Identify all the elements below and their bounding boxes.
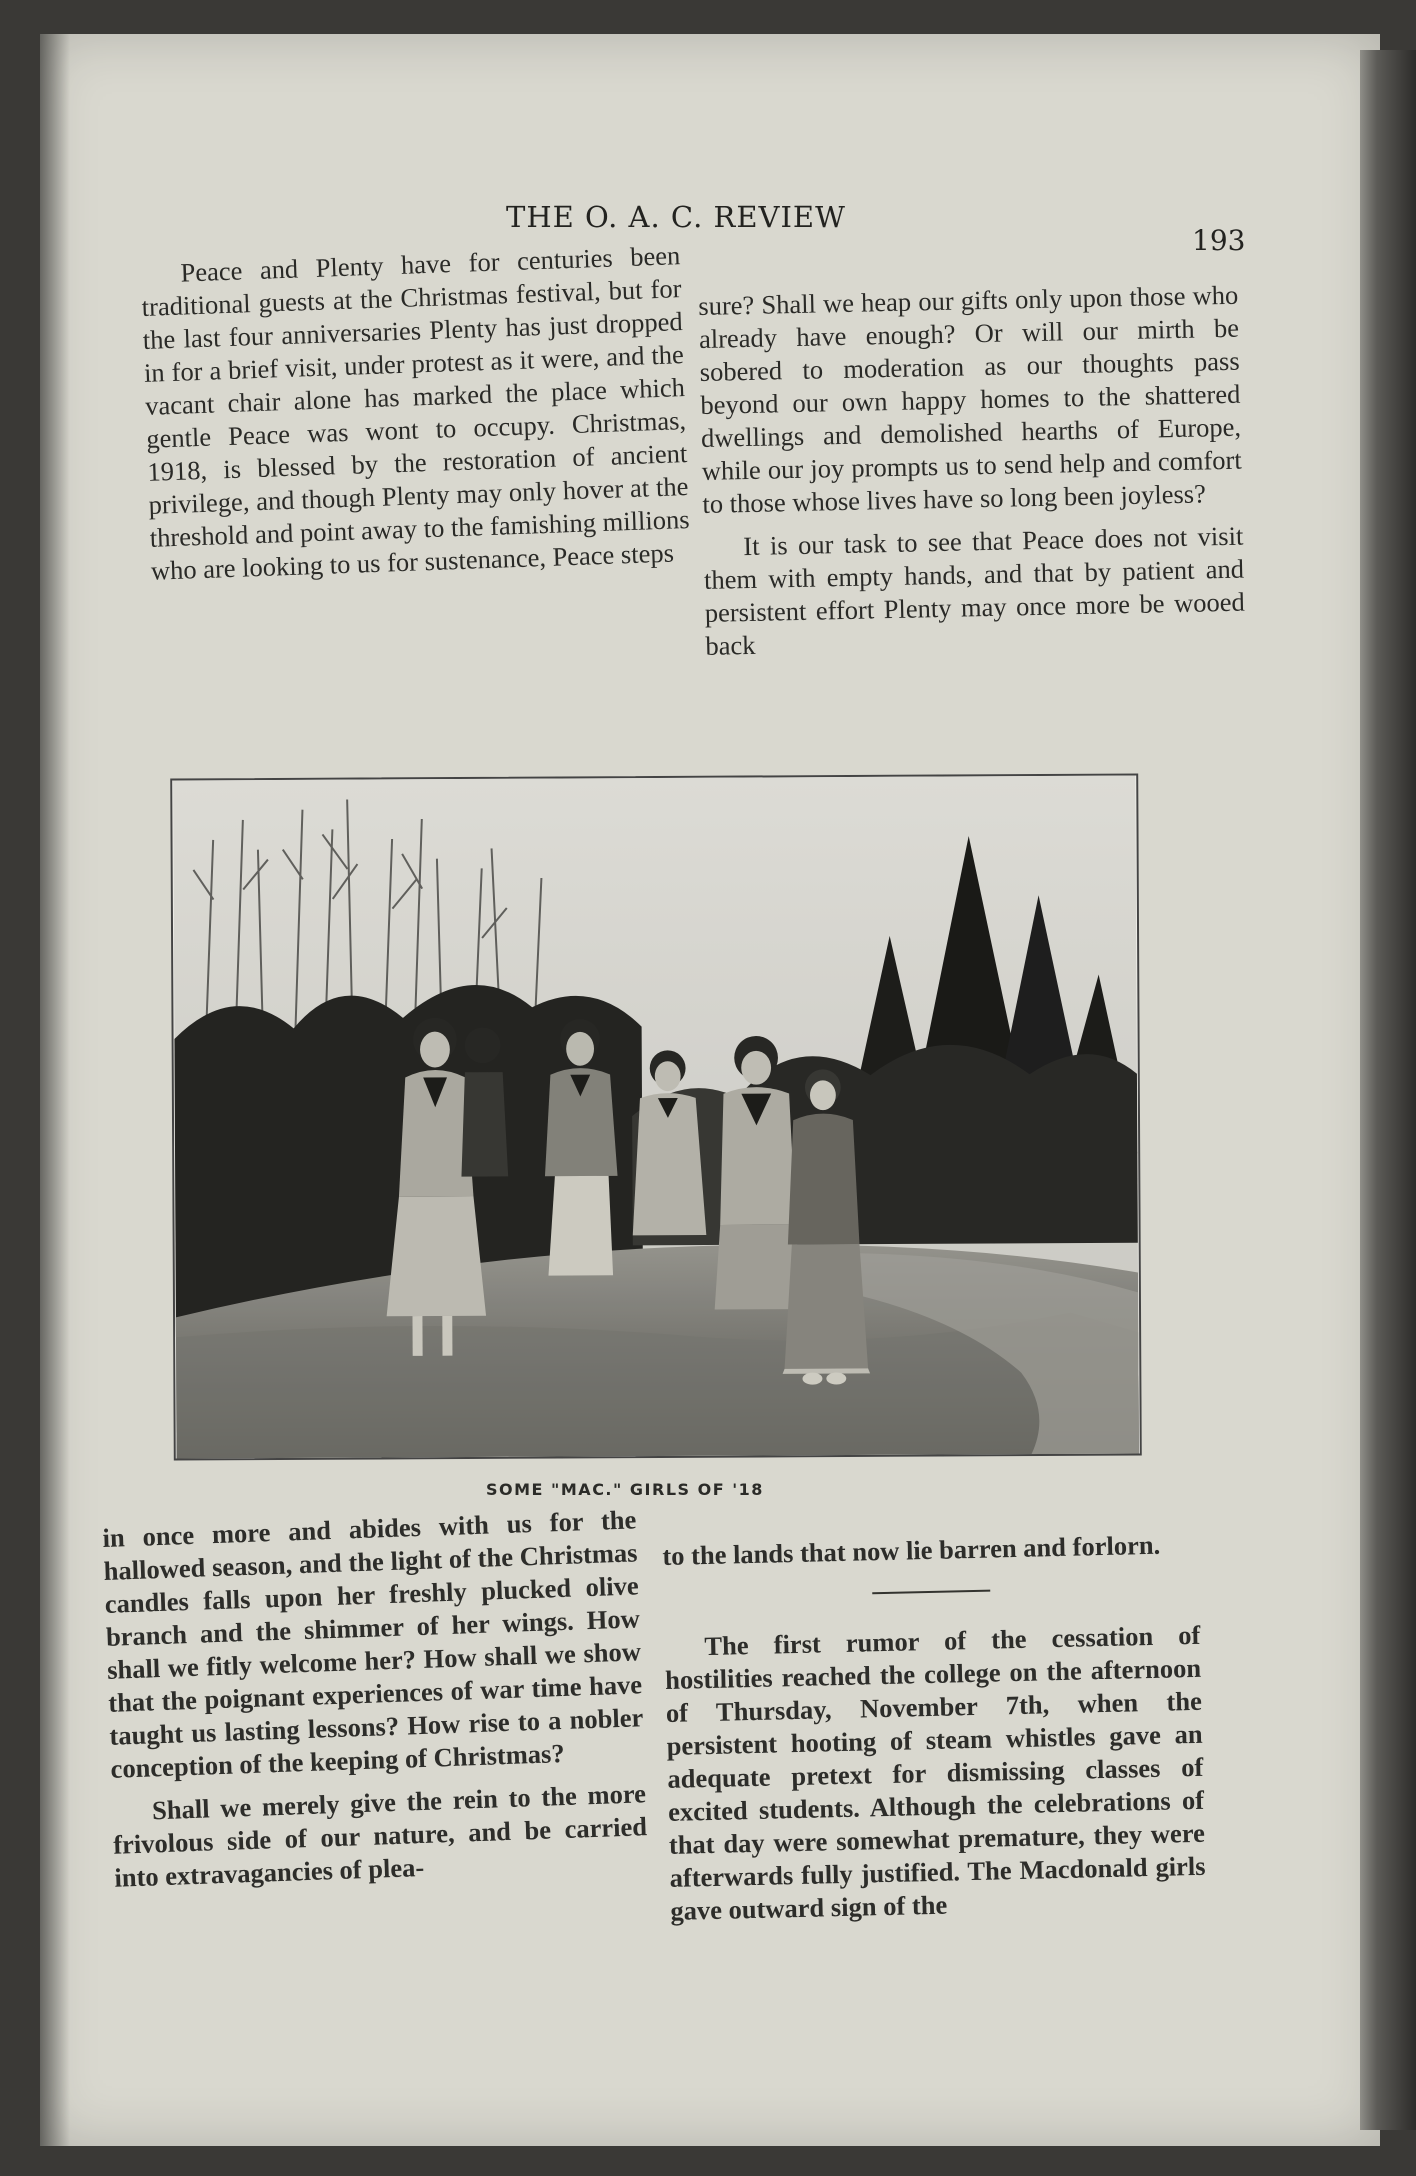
running-head: THE O. A. C. REVIEW — [506, 200, 846, 234]
paragraph: to the lands that now lie barren and forlorn. — [662, 1529, 1161, 1571]
page-edge-stack — [1360, 50, 1416, 2130]
group-photo-image — [170, 773, 1142, 1460]
paragraph: sure? Shall we heap our gifts only upon those who already have enough? Or will our mirth be sobered to moderation as our thoughts pass beyond our own happy homes to the shattered dwellings and demolished hearths of Europe, while our joy prompts us to send help and comfort to those whose lives have so long been joyless? — [698, 279, 1242, 519]
paragraph: Peace and Plenty have for centuries been traditional guests at the Christmas festival, but for the last four anniversaries Plenty has just dropped in for a brief visit, under protest as it were, and the vacant chair alone has marked the place which gentle Peace was wont to occupy. Christmas, 1918, is blessed by the restoration of ancient privilege, and though Plenty may only hover at the threshold and point away to the famishing millions who are looking to us for sustenance, Peace steps — [141, 240, 690, 586]
page-header — [0, 200, 1416, 257]
paragraph: It is our task to see that Peace does not visit them with empty hands, and that by patient and persistent effort Plenty may once more be wooed back — [703, 520, 1245, 661]
column-top-left — [140, 239, 691, 588]
paragraph: in once more and abides with us for the hallowed season, and the light of the Christmas candles falls upon her freshly plucked olive branch and the shimmer of her wings. How shall we fitly welcome her? How shall we show that the poignant experiences of war time have taught us lasting lessons? How rise to a nobler conception of the keeping of Christmas? — [102, 1504, 644, 1784]
section-divider — [872, 1590, 990, 1595]
column-top-right — [698, 279, 1246, 663]
photo-caption: SOME "MAC." GIRLS OF '18 — [486, 1480, 764, 1499]
column-bottom-right — [662, 1528, 1207, 1928]
paragraph: The first rumor of the cessation of hostilities reached the college on the afternoon of Thursday, November 7th, when the persistent hooting of steam whistles gave an adequate pretext for dismissing classes of excited students. Although the celebrations of that day were somewhat premature, they were afterwards fully justified. The Macdonald girls gave outward sign of the — [664, 1619, 1206, 1926]
column-bottom-left — [102, 1503, 649, 1894]
paragraph: Shall we merely give the rein to the more frivolous side of our nature, and be carried into extravagancies of plea- — [112, 1778, 648, 1893]
gutter-shadow — [40, 34, 70, 2146]
page-number: 193 — [1192, 224, 1246, 257]
photograph — [170, 773, 1142, 1460]
